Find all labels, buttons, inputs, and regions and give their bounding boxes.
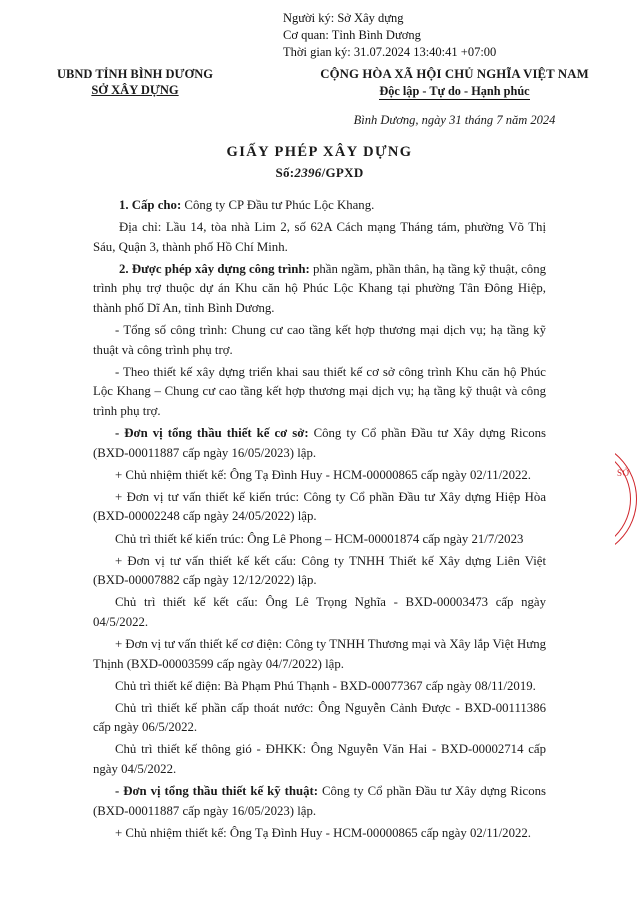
signature-signer: Người ký: Sở Xây dựng [283,11,404,25]
document-number-prefix: Số: [275,165,295,180]
paragraph-permitted-works [93,260,546,319]
paragraph-design-manager-2: + Chủ nhiệm thiết kế: Ông Tạ Đình Huy - HCM-00000865 cấp ngày 02/11/2022. [115,825,531,840]
header-national-title [270,66,639,129]
document-body [93,196,546,846]
paragraph-electrical-lead: Chủ trì thiết kế điện: Bà Phạm Phú Thạnh - BXD-00077367 cấp ngày 08/11/2019. [115,678,536,693]
technical-design-contractor-label: - Đơn vị tổng thầu thiết kế kỹ thuật: [115,784,319,799]
national-motto-text: Độc lập - Tự do - Hạnh phúc [379,84,530,98]
paragraph-plumbing-lead: Chủ trì thiết kế phần cấp thoát nước: Ông Nguyễn Cảnh Được - BXD-00111386 cấp ngày 06/5/2022. [93,700,546,735]
paragraph-basic-design-contractor [93,424,546,463]
authority-province: UBND TỈNH BÌNH DƯƠNG [57,67,213,81]
digital-signature-stamp [283,10,583,61]
paragraph-structure-consultant: + Đơn vị tư vấn thiết kế kết cấu: Công ty TNHH Thiết kế Xây dựng Liên Việt (BXD-00007882 cấp ngày 12/12/2022) lập. [93,553,546,588]
technical-design-contractor-value: Công ty Cổ phần Đầu tư Xây dựng Ricons (BXD-00011887 cấp ngày 16/05/2023) lập. [93,784,546,818]
date-prefix: Bình Dương, ngày [353,113,450,127]
date-mid: tháng [461,113,497,127]
signature-time: Thời gian ký: 31.07.2024 13:40:41 +07:00 [283,45,497,59]
paragraph-structure-lead: Chủ trì thiết kế kết cấu: Ông Lê Trọng Nghĩa - BXD-00003473 cấp ngày 04/5/2022. [93,595,546,629]
document-number-suffix: /GPXD [321,165,364,180]
permitted-works-label: 2. Được phép xây dựng công trình: [119,261,310,276]
paragraph-architecture-lead: Chủ trì thiết kế kiến trúc: Ông Lê Phong – HCM-00001874 cấp ngày 21/7/2023 [115,531,524,546]
national-motto [270,83,639,100]
national-name: CỘNG HÒA XÃ HỘI CHỦ NGHĨA VIỆT NAM [320,67,589,81]
page-title: GIẤY PHÉP XÂY DỰNG [226,144,413,160]
document-number-value: 2396 [294,165,322,180]
paragraph-architecture-consultant: + Đơn vị tư vấn thiết kế kiến trúc: Công ty Cổ phần Đầu tư Xây dựng Hiệp Hòa (BXD-00002248 cấp ngày 24/05/2022) lập. [93,489,546,524]
paragraph-design-manager-1: + Chủ nhiệm thiết kế: Ông Tạ Đình Huy - HCM-00000865 cấp ngày 02/11/2022. [115,467,531,482]
seal-text: SỞ [617,468,630,478]
basic-design-contractor-label: - Đơn vị tổng thầu thiết kế cơ sở: [115,426,309,441]
permitted-works-value: phần ngầm, phần thân, hạ tầng kỹ thuật, công trình phụ trợ thuộc dự án Khu căn hộ Phúc Lộc Khang tại phường Tân Đông Hiệp, thành phố Dĩ An, tỉnh Bình Dương. [93,261,546,315]
date-day: 31 [449,113,462,127]
document-header [0,66,639,129]
authority-department: SỞ XÂY DỰNG [91,83,179,97]
signature-agency: Cơ quan: Tỉnh Bình Dương [283,28,421,42]
basic-design-contractor-value: Công ty Cổ phần Đầu tư Xây dựng Ricons (BXD-00011887 cấp ngày 16/05/2023) lập. [93,426,546,460]
place-and-date [270,112,639,129]
red-seal-partial [615,440,639,560]
paragraph-mep-consultant: + Đơn vị tư vấn thiết kế cơ điện: Công ty TNHH Thương mại và Xây lắp Việt Hưng Thịnh (BXD-00003599 cấp ngày 04/7/2022) lập. [93,636,546,671]
paragraph-technical-design-contractor [93,782,546,821]
paragraph-address: Địa chỉ: Lầu 14, tòa nhà Lim 2, số 62A Cách mạng Tháng tám, phường Võ Thị Sáu, Quận 3, thành phố Hồ Chí Minh. [93,220,546,254]
document-title-block [0,144,639,181]
date-year: năm 2024 [502,113,556,127]
paragraph-hvac-lead: Chủ trì thiết kế thông gió - ĐHKK: Ông Nguyễn Văn Hai - BXD-00002714 cấp ngày 04/5/2022. [93,742,546,777]
header-issuing-authority [0,66,270,98]
paragraph-total-works: - Tổng số công trình: Chung cư cao tầng kết hợp thương mại dịch vụ; hạ tầng kỹ thuật và công trình phụ trợ. [93,323,546,357]
grantee-label: 1. Cấp cho: [119,198,182,212]
document-number [0,165,639,181]
date-month: 7 [496,113,503,127]
paragraph-grantee [93,196,546,216]
grantee-value: Công ty CP Đầu tư Phúc Lộc Khang. [181,198,375,212]
paragraph-design-basis: - Theo thiết kế xây dựng triển khai sau thiết kế cơ sở công trình Khu căn hộ Phúc Lộc Khang – Chung cư cao tầng kết hợp thương mại dịch vụ; hạ tầng kỹ thuật và công trình phụ trợ. [93,364,546,418]
